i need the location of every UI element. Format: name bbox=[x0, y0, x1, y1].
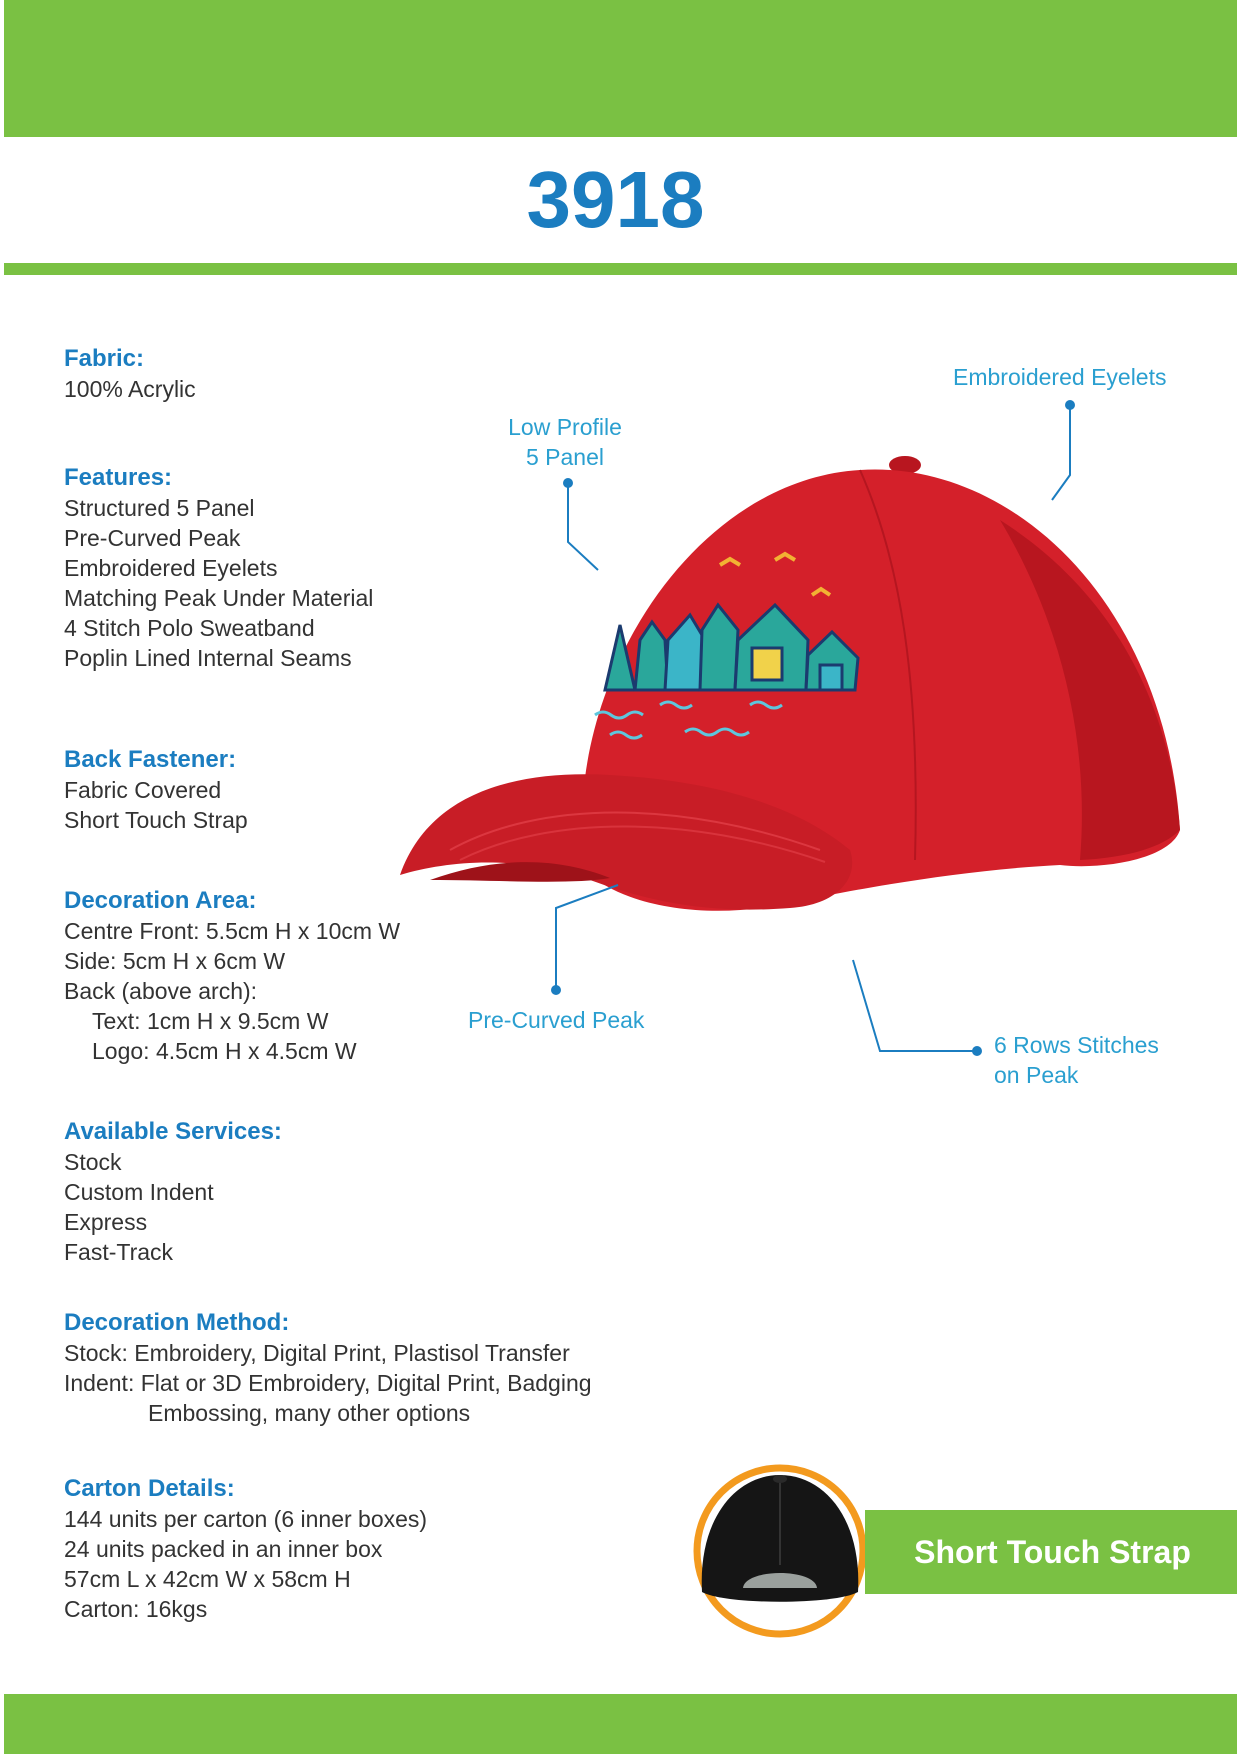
spec-features-line: Matching Peak Under Material bbox=[64, 585, 374, 611]
spec-decoration-method-line: Embossing, many other options bbox=[148, 1400, 471, 1426]
spec-decoration-area-line: Logo: 4.5cm H x 4.5cm W bbox=[92, 1038, 357, 1064]
spec-decoration-method-line: Stock: Embroidery, Digital Print, Plastisol Transfer bbox=[64, 1340, 570, 1366]
spec-fabric bbox=[64, 344, 196, 404]
spec-carton-details-line: 144 units per carton (6 inner boxes) bbox=[64, 1506, 428, 1532]
callout-low-profile bbox=[465, 412, 665, 472]
spec-available-services-line: Custom Indent bbox=[64, 1179, 214, 1205]
spec-back-fastener-line: Fabric Covered bbox=[64, 777, 222, 803]
spec-fabric-title: Fabric: bbox=[64, 345, 145, 372]
spec-features-line: Pre-Curved Peak bbox=[64, 525, 241, 551]
spec-features-line: 4 Stitch Polo Sweatband bbox=[64, 615, 315, 641]
callout-low-profile-line2: 5 Panel bbox=[525, 444, 604, 470]
spec-available-services-line: Stock bbox=[64, 1149, 122, 1175]
bottom-green-band bbox=[4, 1694, 1237, 1754]
back-view-inset bbox=[697, 1468, 863, 1634]
spec-available-services-title: Available Services: bbox=[64, 1118, 282, 1145]
spec-features-line: Embroidered Eyelets bbox=[64, 555, 278, 581]
spec-available-services-line: Express bbox=[64, 1209, 148, 1235]
callout-stitches-line1: 6 Rows Stitches bbox=[994, 1032, 1159, 1058]
spec-back-fastener-line: Short Touch Strap bbox=[64, 807, 248, 833]
callout-embroidered-eyelets: Embroidered Eyelets bbox=[953, 364, 1167, 390]
spec-decoration-area-title: Decoration Area: bbox=[64, 887, 257, 914]
spec-carton-details-line: 57cm L x 42cm W x 58cm H bbox=[64, 1566, 351, 1592]
short-touch-strap-label: Short Touch Strap bbox=[914, 1534, 1191, 1570]
spec-features-title: Features: bbox=[64, 464, 173, 491]
spec-carton-details bbox=[64, 1474, 427, 1624]
spec-back-fastener bbox=[64, 745, 248, 835]
spec-available-services-line: Fast-Track bbox=[64, 1239, 174, 1265]
spec-decoration-area-line: Side: 5cm H x 6cm W bbox=[64, 948, 286, 974]
model-number: 3918 bbox=[526, 155, 705, 244]
spec-features-line: Structured 5 Panel bbox=[64, 495, 255, 521]
spec-decoration-method-line: Indent: Flat or 3D Embroidery, Digital Print, Badging bbox=[64, 1370, 592, 1396]
callout-stitches-line2: on Peak bbox=[994, 1062, 1079, 1088]
spec-decoration-area-line: Back (above arch): bbox=[64, 978, 258, 1004]
spec-back-fastener-title: Back Fastener: bbox=[64, 746, 237, 773]
spec-features bbox=[64, 463, 373, 673]
spec-decoration-area bbox=[64, 886, 400, 1066]
callout-low-profile-line1: Low Profile bbox=[508, 414, 622, 440]
spec-decoration-method bbox=[64, 1308, 592, 1428]
callout-pre-curved-peak: Pre-Curved Peak bbox=[468, 1007, 645, 1033]
spec-carton-details-title: Carton Details: bbox=[64, 1475, 235, 1502]
spec-decoration-area-line: Text: 1cm H x 9.5cm W bbox=[92, 1008, 329, 1034]
spec-features-line: Poplin Lined Internal Seams bbox=[64, 645, 352, 671]
spec-available-services bbox=[64, 1117, 282, 1267]
spec-carton-details-line: 24 units packed in an inner box bbox=[64, 1536, 383, 1562]
spec-carton-details-line: Carton: 16kgs bbox=[64, 1596, 208, 1622]
spec-decoration-area-line: Centre Front: 5.5cm H x 10cm W bbox=[64, 918, 401, 944]
callout-six-rows-stitches bbox=[994, 1030, 1159, 1090]
spec-fabric-line: 100% Acrylic bbox=[64, 376, 196, 402]
spec-decoration-method-title: Decoration Method: bbox=[64, 1309, 290, 1336]
